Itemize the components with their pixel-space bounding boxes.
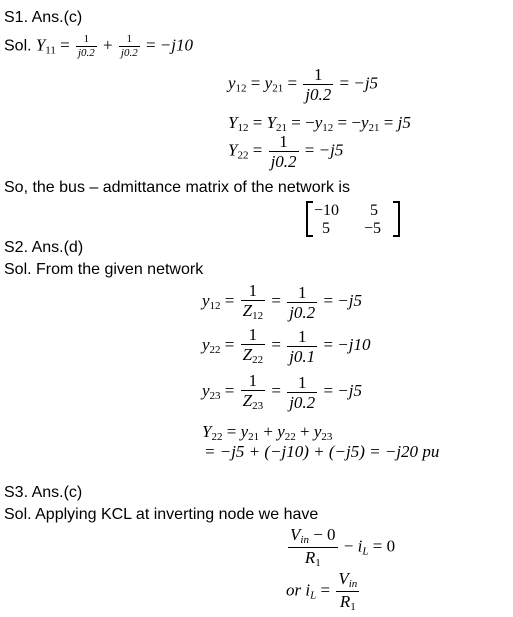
s2-Y22-sum: $Y_{22} = y_{21} + y_{22} + y_{23}$ xyxy=(202,422,333,443)
result: −j10 xyxy=(337,334,371,354)
result: −j5 xyxy=(337,380,362,400)
sub: 21 xyxy=(248,431,260,443)
result: −j5 xyxy=(318,140,344,160)
s1-y12-equation: $y_{12} = y_{21}$ = $\frac{1}{j0.2}$ = −j5 xyxy=(228,65,379,104)
var-y: y xyxy=(228,73,236,93)
unit: pu xyxy=(422,442,440,461)
result: −j10 xyxy=(159,35,193,55)
fraction: $\frac{1}{j0.2}$ xyxy=(289,372,316,412)
sub: 23 xyxy=(321,431,333,443)
sol-label: Sol. xyxy=(4,37,32,55)
var-y: y xyxy=(360,113,369,132)
sub: L xyxy=(362,545,369,558)
fraction: $\frac{1}{Z_{12}}$ xyxy=(242,281,264,322)
var-y: y xyxy=(202,290,210,310)
or-word: or xyxy=(286,580,302,600)
var-y: y xyxy=(277,422,285,441)
sub: 11 xyxy=(45,44,56,57)
fraction: $\frac{1}{j0.2}$ xyxy=(270,132,297,171)
sub: 12 xyxy=(235,82,247,95)
sub: 22 xyxy=(284,431,296,443)
s3-kcl-equation: $\frac{V_{in} - 0}{R_1}$ − $i_L = 0$ xyxy=(290,525,396,569)
fraction: $\frac{V_{in}}{R_1}$ xyxy=(338,569,358,613)
s2-heading: S2. Ans.(d) xyxy=(4,239,84,256)
s2-y12-equation: $y_{12}$ = $\frac{1}{Z_{12}}$ = $\frac{1}{j0.2}$ = −j5 xyxy=(202,281,362,322)
s1-Y22-equation: $Y_{22}$ = $\frac{1}{j0.2}$ = −j5 xyxy=(228,132,344,171)
sub: L xyxy=(310,589,317,602)
sub: 12 xyxy=(237,122,249,134)
s1-heading: S1. Ans.(c) xyxy=(4,9,83,26)
var-i: i xyxy=(305,580,311,600)
fraction: $\frac{1}{j0.2}$ xyxy=(77,33,95,59)
sub: 22 xyxy=(237,149,249,162)
var-y: y xyxy=(313,422,322,441)
matrix-cell: 5 xyxy=(370,202,378,219)
var-Y: Y xyxy=(202,422,212,441)
sub: 12 xyxy=(322,122,334,134)
var-y: y xyxy=(264,73,273,93)
matrix-cell: 5 xyxy=(322,220,330,237)
s3-heading: S3. Ans.(c) xyxy=(4,484,83,501)
s2-y23-equation: $y_{23}$ = $\frac{1}{Z_{23}}$ = $\frac{1}{j0.2}$ = −j5 xyxy=(202,371,362,412)
sub: 23 xyxy=(209,389,221,402)
var-y: y xyxy=(202,334,210,354)
fraction: $\frac{V_{in} - 0}{R_1}$ xyxy=(290,525,336,569)
result: j5 xyxy=(397,113,411,132)
matrix-cell: −10 xyxy=(314,202,340,219)
fraction: $\frac{1}{Z_{22}}$ xyxy=(242,325,264,366)
result: −j5 xyxy=(337,290,362,310)
sub: 12 xyxy=(209,299,221,312)
bus-admittance-matrix xyxy=(306,201,400,237)
var-Y: Y xyxy=(266,113,277,132)
sub: 21 xyxy=(368,122,380,134)
s1-Y12-equation: $Y_{12} = Y_{21} = -y_{12} = -y_{21} = j5$ xyxy=(228,113,411,134)
s1-y11-equation: Sol. $Y_{11}$ = $\frac{1}{j0.2}$ + $\frac{1}{j0.2}$ = −j10 xyxy=(4,33,193,59)
sub: 22 xyxy=(209,343,221,356)
sum-expression: = −j5 + (−j10) + (−j5) = −j20 xyxy=(204,442,419,461)
sub: 21 xyxy=(276,122,288,134)
s2-intro: Sol. From the given network xyxy=(4,261,204,278)
s2-y22-equation: $y_{22}$ = $\frac{1}{Z_{22}}$ = $\frac{1}{j0.1}$ = −j10 xyxy=(202,325,371,366)
sub: 21 xyxy=(272,82,284,95)
eq-zero: = 0 xyxy=(372,536,396,556)
result: −j5 xyxy=(353,73,379,93)
fraction: $\frac{1}{j0.2}$ xyxy=(305,65,332,104)
var-Y: Y xyxy=(228,140,238,160)
var-Y: Y xyxy=(35,35,46,55)
s2-result-line xyxy=(204,443,439,460)
var-y: y xyxy=(314,113,323,132)
fraction: $\frac{1}{Z_{23}}$ xyxy=(242,371,264,412)
s3-il-equation: or $i_L$ = $\frac{V_{in}}{R_1}$ xyxy=(286,569,358,613)
sub: 22 xyxy=(211,431,223,443)
s1-matrix-intro: So, the bus – admittance matrix of the network is xyxy=(4,179,350,196)
var-y: y xyxy=(240,422,249,441)
fraction: $\frac{1}{j0.2}$ xyxy=(289,282,316,322)
fraction: $\frac{1}{j0.2}$ xyxy=(120,33,138,59)
matrix-cell: −5 xyxy=(364,220,382,237)
var-y: y xyxy=(202,380,210,400)
fraction: $\frac{1}{j0.1}$ xyxy=(289,326,316,366)
var-i: i xyxy=(357,536,363,556)
var-Y: Y xyxy=(228,113,238,132)
s3-intro: Sol. Applying KCL at inverting node we have xyxy=(4,506,319,523)
